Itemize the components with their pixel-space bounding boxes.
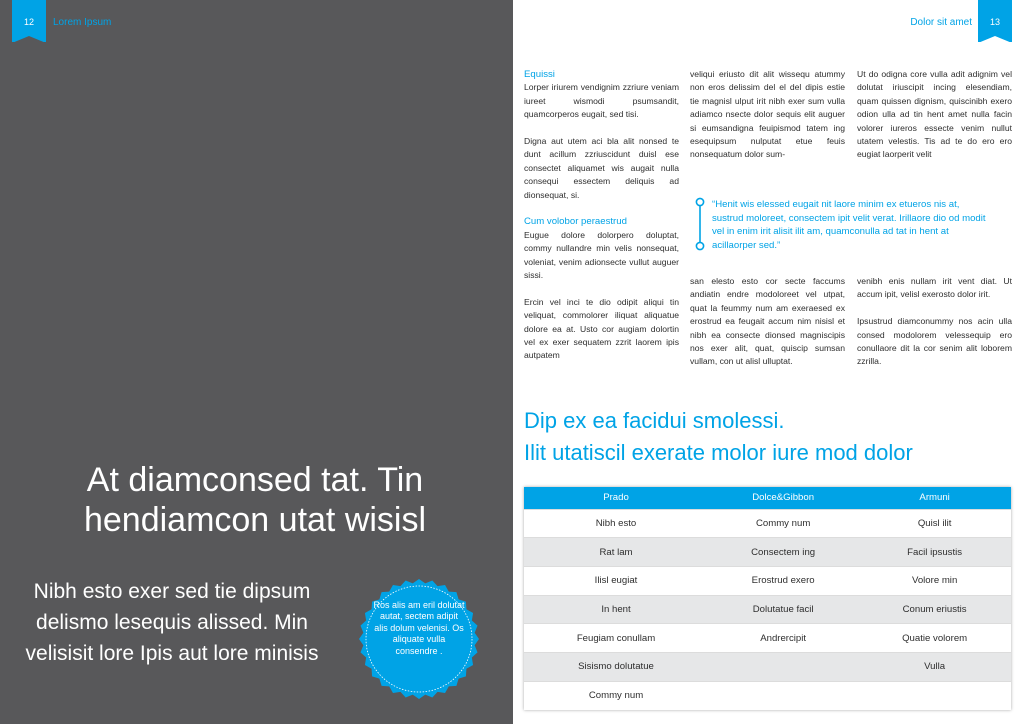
table-row [524, 652, 1011, 681]
paragraph: veliqui eriusto dit alit wissequ atummy non eros delissim del el del dipis estie tie magnisl ulput irit nibh exer sum vulla adiamco nsecte dolor sequis elit auguer si eumsandigna feuipismod tatem ing esequipsum nulputat etue feuis nonsequatum dolor sum- [690, 69, 845, 160]
table-row [524, 566, 1011, 595]
table-cell: Consectem ing [708, 538, 858, 567]
section-heading: Equissi [524, 69, 555, 80]
table-cell [708, 652, 858, 681]
table-row [524, 509, 1011, 538]
badge-text: Ros alis am eril dolutat autat, sectem adipit alis dolum velenisi. Os aliquate vulla consendre . [373, 599, 465, 656]
table-cell: Vulla [858, 652, 1011, 681]
paragraph: Lorper iriurem vendignim zzriure veniam iureet wismodi psumsandit, quamcorperos eugait, sed tisi. [524, 82, 679, 120]
paragraph: Ercin vel inci te dio odipit aliqui tin veliquat, commolorer iliquat aliquatue dolore ea at. Usto cor augiam dolortin vel ex exer sequatem zzrit laorem ipis autpatem [524, 296, 679, 361]
page-number-right: 13 [989, 17, 1000, 27]
table-cell [858, 681, 1011, 710]
column-header: Armuni [858, 487, 1011, 509]
table-row [524, 538, 1011, 567]
table-cell: Feugiam conullam [524, 624, 708, 653]
page-title: At diamconsed tat. Tin hendiamcon utat wisisl [83, 461, 427, 539]
page-subtitle: Nibh esto exer sed tie dipsum delismo lesequis alissed. Min velisisit lore Ipis aut lore minisis [25, 580, 319, 665]
table-cell: Quisl ilit [858, 509, 1011, 538]
starburst-badge [358, 578, 480, 700]
table-cell: Commy num [524, 681, 708, 710]
column-header: Dolce&Gibbon [708, 487, 858, 509]
page-number-tab-left [12, 0, 46, 42]
pull-quote: “Henit wis elessed eugait nit laore minim ex etueros nis at, sustrud moloreet, consectem ipit velit verat. Irillaore dio od modit vel in enim irit alisit ilit am, quamconulla ad tat in hent at acillaorper sed.” [712, 199, 986, 251]
table-cell: Ilisl eugiat [524, 566, 708, 595]
paragraph: Ipsustrud diamconummy nos acin ulla consed modolorem velessequip ero conullaore dit la cor senim alit loborem zzrilla. [857, 316, 1012, 367]
text-column-3-top [857, 68, 1012, 175]
table-cell: Commy num [708, 509, 858, 538]
table-cell: Volore min [858, 566, 1011, 595]
paragraph: san elesto esto cor secte faccums andiatin endre modoloreet vel utpat, quat la feummy num am exeraesed ex erostrud ea feugait accum nim nisisl et nibh ea consecte dionsed magniscipis nos exer alit, quat, quiscip sumsan vullam, con ut alisl ulluptat. [690, 276, 845, 367]
table-cell: Conum eriustis [858, 595, 1011, 624]
table-cell: In hent [524, 595, 708, 624]
running-header-right: Dolor sit amet [910, 17, 972, 28]
table-cell [708, 681, 858, 710]
table-cell: Andrercipit [708, 624, 858, 653]
table-cell: Dolutatue facil [708, 595, 858, 624]
section-title-line-2: Ilit utatiscil exerate molor iure mod dolor [524, 440, 913, 465]
page-number-tab-right [978, 0, 1012, 42]
table-header-row [524, 487, 1011, 509]
table-cell: Nibh esto [524, 509, 708, 538]
paragraph: Digna aut utem aci bla alit nonsed te dunt acillum zzriuscidunt duisl ese consectet aliquamet wis augait nulla consequi essectem deliquis ad dionsequat, si. [524, 136, 679, 200]
column-header: Prado [524, 487, 708, 509]
text-column-3-bottom [857, 275, 1012, 382]
right-page [513, 0, 1024, 724]
table-cell: Rat lam [524, 538, 708, 567]
table-cell: Facil ipsustis [858, 538, 1011, 567]
paragraph: Ut do odigna core vulla adit adignim vel dolutat iriuscipit incing elesendiam, quam quissen dignism, quiscinibh exero odion ulla ad tin hent amet nulla facin volorer iureros essecte venim nullut utatem velestis. Tis ad te do ero ero eugiat laorperit velit [857, 69, 1012, 160]
text-column-2-top [690, 68, 845, 175]
table-cell: Sisismo dolutatue [524, 652, 708, 681]
table-cell: Quatie volorem [858, 624, 1011, 653]
paragraph: venibh enis nullam irit vent diat. Ut accum ipit, velisl exerosto dolor irit. [857, 276, 1012, 300]
table-cell: Erostrud exero [708, 566, 858, 595]
section-heading: Cum volobor peraestrud [524, 216, 627, 228]
running-header-left: Lorem Ipsum [53, 17, 112, 28]
table-row [524, 595, 1011, 624]
text-column-1 [524, 68, 679, 376]
table-row [524, 681, 1011, 710]
section-title [524, 405, 1014, 469]
comparison-table [524, 487, 1011, 710]
page-number-left: 12 [23, 17, 34, 27]
text-column-2-bottom [690, 275, 845, 382]
table-row [524, 624, 1011, 653]
quote-line-decoration [694, 197, 706, 251]
section-title-line-1: Dip ex ea facidui smolessi. [524, 408, 785, 433]
paragraph: Eugue dolore dolorpero doluptat, commy nullandre min velis nonsequat, voleniat, venim adionsecte vullut auguer sissi. [524, 229, 679, 281]
